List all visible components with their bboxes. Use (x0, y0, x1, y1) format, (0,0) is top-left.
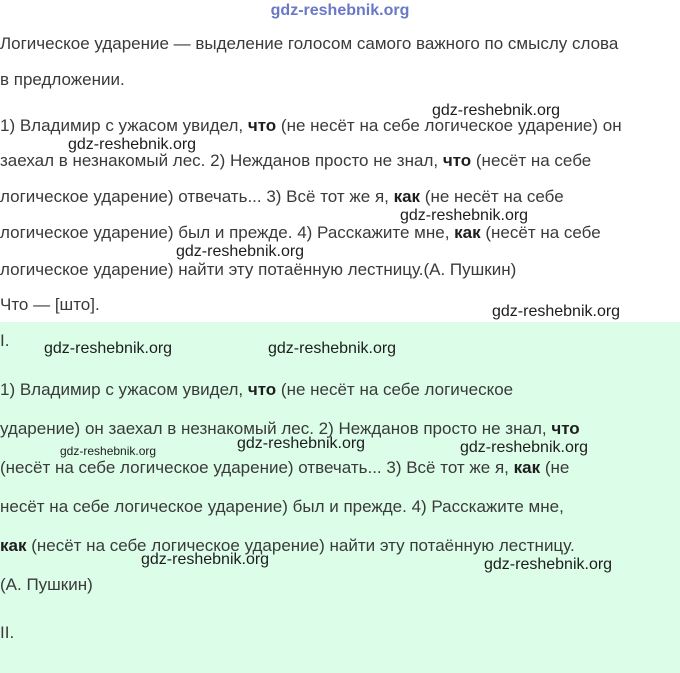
definition-line-1: Логическое ударение — выделение голосом самого важного по смыслу слова (0, 34, 619, 53)
watermark: gdz-reshebnik.org (141, 551, 270, 568)
answer-section-2: II. (0, 623, 15, 642)
answer-line-1: 1) Владимир с ужасом увидел, что (не несёт на себе логическое (0, 380, 514, 399)
watermark: gdz-reshebnik.org (176, 243, 305, 260)
site-title: gdz-reshebnik.org (270, 2, 410, 19)
highlighted-word: как (0, 536, 27, 555)
example-line-1: 1) Владимир с ужасом увидел, что (не несёт на себе логическое ударение) он (0, 116, 622, 135)
highlighted-word: как (454, 223, 481, 242)
highlighted-word: что (247, 116, 277, 135)
highlighted-word: как (513, 458, 541, 477)
watermark: gdz-reshebnik.org (492, 303, 621, 320)
watermark: gdz-reshebnik.org (60, 444, 157, 458)
example-line-2: заехал в незнакомый лес. 2) Нежданов просто не знал, что (несёт на себе (0, 151, 592, 170)
highlighted-word: как (393, 187, 421, 206)
example-line-4: логическое ударение) был и прежде. 4) Расскажите мне, как (несёт на себе (0, 223, 601, 242)
highlighted-word: что (551, 419, 580, 438)
answer-line-5: как (несёт на себе логическое ударение) найти эту потаённую лестницу. (0, 536, 575, 555)
example-line-5: логическое ударение) найти эту потаённую лестницу.(А. Пушкин) (0, 260, 517, 279)
example-line-3: логическое ударение) отвечать... 3) Всё тот же я, как (не несёт на себе (0, 187, 564, 206)
watermark: gdz-reshebnik.org (484, 556, 613, 573)
watermark: gdz-reshebnik.org (268, 340, 397, 357)
watermark: gdz-reshebnik.org (237, 435, 366, 452)
transcription: Что — [што]. (0, 295, 100, 314)
answer-line-3: (несёт на себе логическое ударение) отвечать... 3) Всё тот же я, как (не (0, 458, 570, 477)
watermark: gdz-reshebnik.org (460, 439, 589, 456)
answer-line-2: ударение) он заехал в незнакомый лес. 2) Нежданов просто не знал, что (0, 419, 580, 438)
highlighted-word: что (442, 151, 472, 170)
watermark: gdz-reshebnik.org (432, 102, 561, 119)
answer-section-1: I. (0, 331, 10, 350)
definition-line-2: в предложении. (0, 70, 125, 89)
answer-line-4: несёт на себе логическое ударение) был и прежде. 4) Расскажите мне, (0, 497, 564, 516)
watermark: gdz-reshebnik.org (68, 136, 197, 153)
watermark: gdz-reshebnik.org (44, 340, 173, 357)
watermark: gdz-reshebnik.org (400, 207, 529, 224)
highlighted-word: что (247, 380, 277, 399)
answer-line-6: (А. Пушкин) (0, 575, 93, 594)
